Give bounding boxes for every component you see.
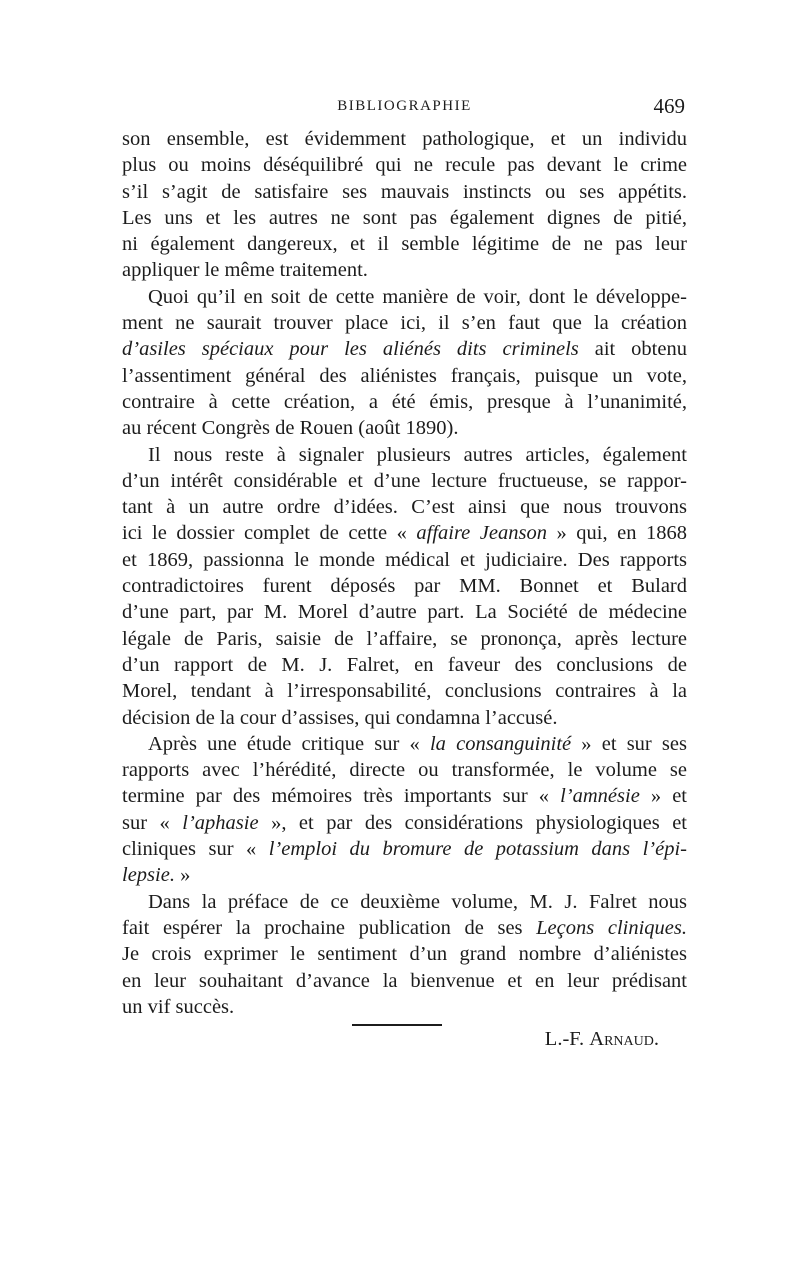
text-run: cliniques sur « — [122, 838, 269, 861]
text-run: » qui, en 1868 — [546, 522, 688, 545]
signature — [122, 1026, 687, 1052]
text-line — [122, 389, 687, 415]
text-line — [122, 442, 687, 468]
text-run: Quoi qu’il en soit de cette manière de voir, dont le développe- — [148, 285, 687, 308]
text-line — [122, 179, 687, 205]
text-run: au récent Congrès de Rouen (août 1890). — [122, 417, 459, 440]
text-run: d’une part, par M. Morel d’autre part. La Société de médecine — [122, 601, 687, 624]
text-run: s’il s’agit de satisfaire ses mauvais instincts ou ses appétits. — [122, 180, 687, 203]
text-line — [122, 415, 687, 441]
text-run: son ensemble, est évidemment pathologique, et un individu — [122, 128, 687, 150]
text-line — [122, 336, 687, 362]
signature-surname: Arnaud. — [589, 1028, 659, 1051]
italic-text: l’emploi du bromure de potassium dans l’épi- — [268, 838, 687, 861]
text-run: l’assentiment général des aliénistes français, puisque un vote, — [122, 364, 687, 387]
italic-text: d’asiles spéciaux pour les aliénés dits criminels — [122, 338, 579, 361]
text-run: termine par des mémoires très importants sur « — [122, 785, 561, 808]
text-line — [122, 363, 687, 389]
page-number: 469 — [653, 94, 685, 118]
text-run: ni également dangereux, et il semble légitime de ne pas leur — [122, 233, 687, 256]
signature-initials: L.-F. — [544, 1028, 590, 1051]
text-line — [122, 494, 687, 520]
text-run: » — [174, 864, 191, 887]
text-line — [122, 626, 687, 652]
text-line — [122, 468, 687, 494]
text-run: d’un intérêt considérable et d’une lecture fructueuse, se rappor- — [122, 469, 687, 492]
text-line — [122, 915, 687, 941]
italic-text: affaire Jeanson — [416, 522, 547, 545]
text-run: rapports avec l’hérédité, directe ou transformée, le volume se — [122, 759, 687, 782]
text-run: tant à un autre ordre d’idées. C’est ainsi que nous trouvons — [122, 496, 687, 519]
text-line — [122, 257, 687, 283]
text-line — [122, 757, 687, 783]
text-run: Dans la préface de ce deuxième volume, M. J. Falret nous — [148, 890, 687, 913]
text-run: » et sur ses — [571, 732, 687, 755]
text-run: contraire à cette création, a été émis, presque à l’unanimité, — [122, 390, 687, 413]
text-run: contradictoires furent déposés par MM. Bonnet et Bulard — [122, 575, 687, 598]
text-line — [122, 783, 687, 809]
text-line — [122, 678, 687, 704]
text-run: », et par des considérations physiologiques et — [258, 811, 687, 834]
text-run: ment ne saurait trouver place ici, il s’en faut que la création — [122, 312, 687, 335]
text-run: et 1869, passionna le monde médical et judiciaire. Des rapports — [122, 548, 687, 571]
text-run: plus ou moins déséquilibré qui ne recule pas devant le crime — [122, 154, 687, 177]
italic-text: lepsie. — [122, 864, 175, 887]
text-run: Après une étude critique sur « — [148, 732, 430, 755]
italic-text: l’aphasie — [182, 811, 259, 834]
running-head — [122, 94, 687, 124]
text-line — [122, 862, 687, 888]
text-line — [122, 152, 687, 178]
text-run: » et — [639, 785, 687, 808]
text-line — [122, 941, 687, 967]
closing-rule — [352, 1024, 442, 1026]
text-line — [122, 731, 687, 757]
text-line — [122, 994, 687, 1020]
text-line — [122, 231, 687, 257]
text-run: appliquer le même traitement. — [122, 259, 368, 282]
text-run: en leur souhaitant d’avance la bienvenue et en leur prédisant — [122, 969, 687, 992]
text-line — [122, 599, 687, 625]
running-title: BIBLIOGRAPHIE — [337, 98, 472, 114]
text-line — [122, 284, 687, 310]
text-run: ici le dossier complet de cette « — [122, 522, 417, 545]
text-run: Il nous reste à signaler plusieurs autres articles, également — [148, 443, 687, 466]
text-line — [122, 205, 687, 231]
text-line — [122, 968, 687, 994]
text-line — [122, 573, 687, 599]
text-line — [122, 810, 687, 836]
text-line — [122, 310, 687, 336]
body-text — [122, 126, 687, 1052]
italic-text: Leçons cliniques. — [536, 916, 687, 939]
text-run: un vif succès. — [122, 995, 235, 1018]
text-line — [122, 547, 687, 573]
italic-text: l’amnésie — [560, 785, 640, 808]
text-run: décision de la cour d’assises, qui condamna l’accusé. — [122, 706, 558, 729]
italic-text: la consanguinité — [429, 732, 572, 755]
text-run: sur « — [122, 811, 183, 834]
text-run: légale de Paris, saisie de l’affaire, se prononça, après lecture — [122, 627, 687, 650]
text-line — [122, 889, 687, 915]
text-run: Les uns et les autres ne sont pas également dignes de pitié, — [122, 206, 687, 229]
text-line — [122, 520, 687, 546]
text-line — [122, 705, 687, 731]
text-run: Morel, tendant à l’irresponsabilité, conclusions contraires à la — [122, 680, 687, 703]
text-run: ait obtenu — [578, 338, 687, 361]
text-line — [122, 652, 687, 678]
text-run: fait espérer la prochaine publication de ses — [122, 916, 537, 939]
text-line — [122, 126, 687, 152]
text-line — [122, 836, 687, 862]
text-run: Je crois exprimer le sentiment d’un grand nombre d’aliénistes — [122, 943, 687, 966]
text-run: d’un rapport de M. J. Falret, en faveur des conclusions de — [122, 653, 687, 676]
